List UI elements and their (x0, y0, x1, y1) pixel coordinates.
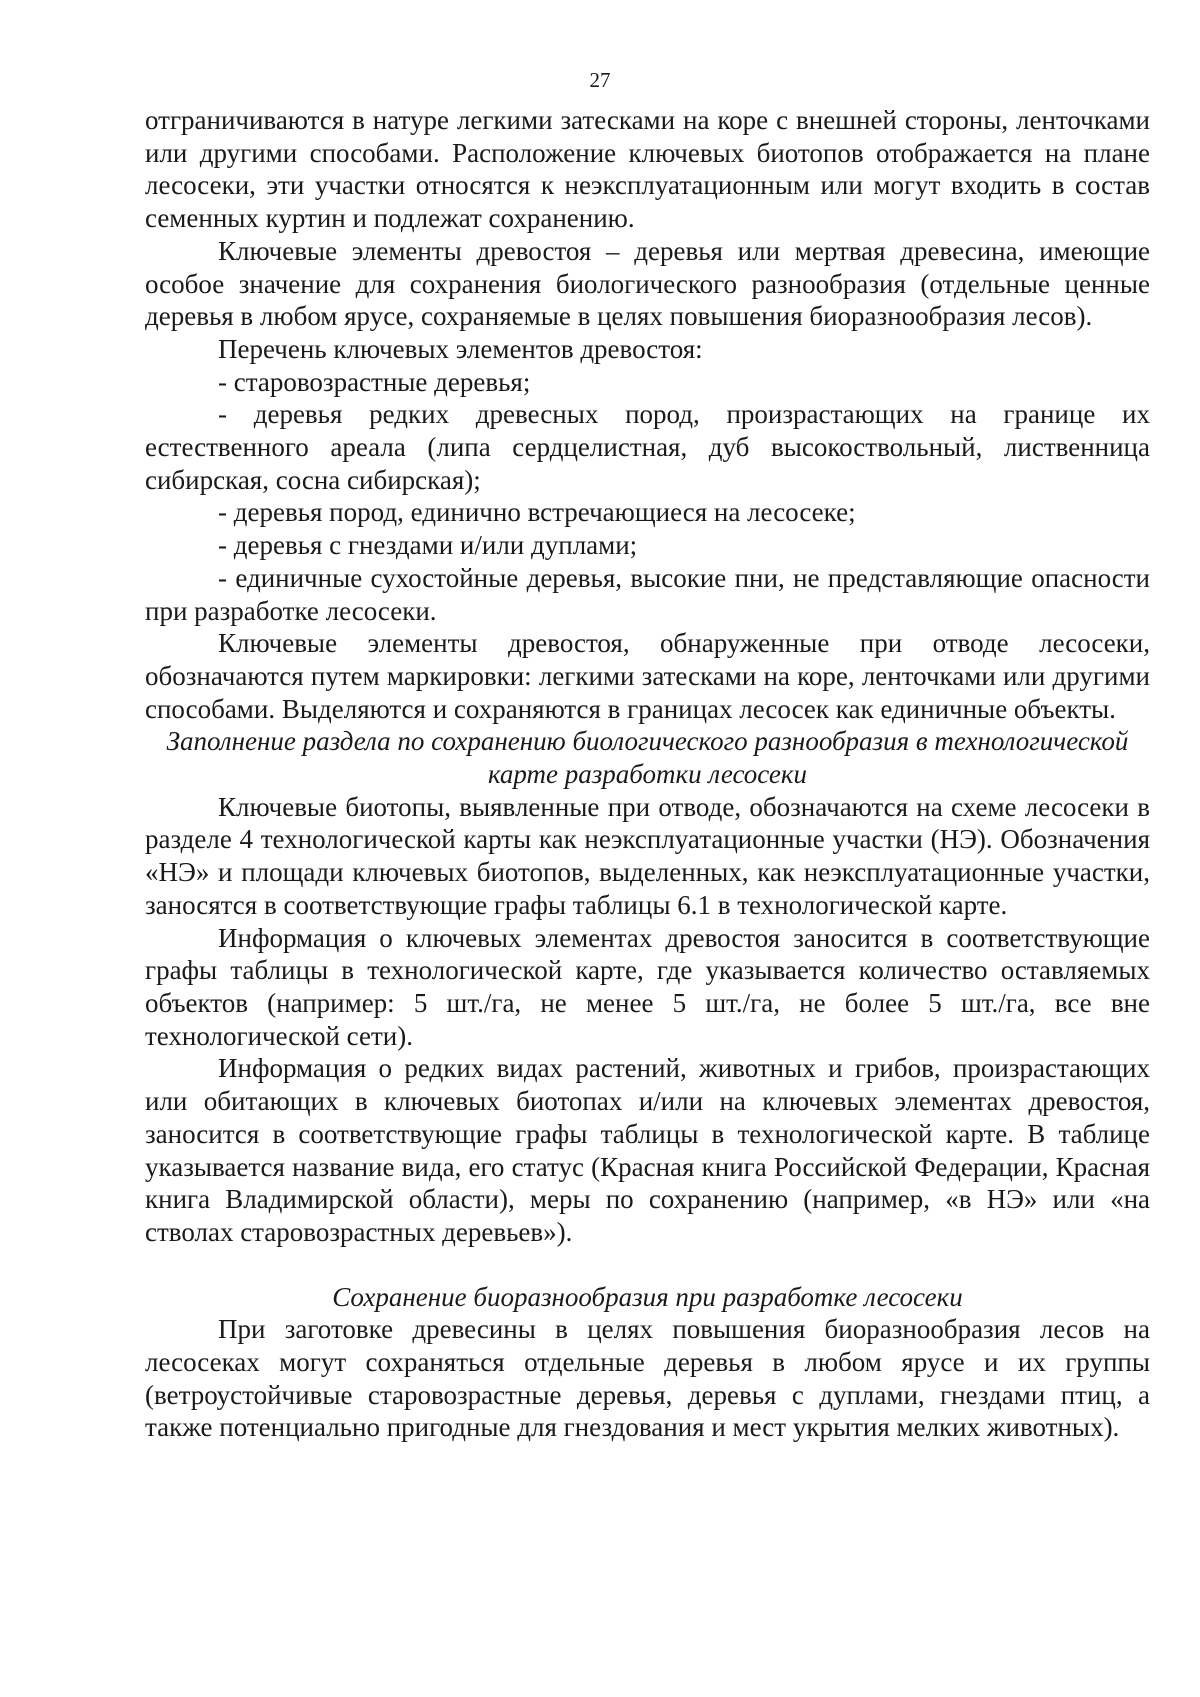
list-item: - деревья пород, единично встречающиеся на лесосеке; (218, 497, 856, 528)
paragraph-rare-species: Информация о редких видах растений, животных и грибов, произрастающих или обитающих в ключевых биотопах и/или на ключевых элементах древостоя, заносится в соответствующие графы таблицы в технологической карте. В таблице указывается название вида, его статус (Красная книга Российской Федерации, Красная книга Владимирской области), меры по сохранению (например, «в НЭ» или «на стволах старовозрастных деревьев»). (145, 1053, 1150, 1247)
section-heading: Сохранение биоразнообразия при разработке лесосеки (332, 1281, 963, 1312)
list-item: - единичные сухостойные деревья, высокие пни, не представляющие опасности при разработке лесосеки. (145, 562, 1150, 626)
paragraph-key-elements-definition: Ключевые элементы древостоя – деревья или мертвая древесина, имеющие особое значение для сохранения биологического разнообразия (отдельные ценные деревья в любом ярусе, сохраняемые в целях повышения биоразнообразия лесов). (145, 235, 1150, 332)
list-intro: Перечень ключевых элементов древостоя: (218, 333, 703, 364)
section-spacer (145, 1249, 1150, 1281)
list-item: - деревья с гнездами и/или дуплами; (218, 530, 638, 561)
page-number: 27 (589, 68, 611, 92)
paragraph-continuation: отграничиваются в натуре легкими затесками на коре с внешней стороны, ленточками или другими способами. Расположение ключевых биотопов отображается на плане лесосеки, эти участки относятся к неэксплуатационным или могут входить в состав семенных куртин и подлежат сохранению. (145, 105, 1150, 234)
page-content (145, 104, 1150, 1444)
section-heading: Заполнение раздела по сохранению биологического разнообразия в технологической карте разработки лесосеки (166, 726, 1129, 790)
paragraph-biodiversity-preservation: При заготовке древесины в целях повышения биоразнообразия лесов на лесосеках могут сохраняться отдельные деревья в любом ярусе и их группы (ветроустойчивые старовозрастные деревья, деревья с дуплами, гнездами птиц, а также потенциально пригодные для гнездования и мест укрытия мелких животных). (145, 1314, 1150, 1443)
list-item: - деревья редких древесных пород, произрастающих на границе их естественного ареала (липа сердцелистная, дуб высокоствольный, лиственница сибирская, сосна сибирская); (145, 399, 1150, 495)
paragraph-marking: Ключевые элементы древостоя, обнаруженные при отводе лесосеки, обозначаются путем маркировки: легкими затесками на коре, ленточками или другими способами. Выделяются и сохраняются в границах лесосек как единичные объекты. (145, 628, 1150, 724)
paragraph-key-elements-info: Информация о ключевых элементах древостоя заносится в соответствующие графы таблицы в технологической карте, где указывается количество оставляемых объектов (например: 5 шт./га, не менее 5 шт./га, не более 5 шт./га, все вне технологической сети). (145, 922, 1150, 1051)
list-item: - старовозрастные деревья; (218, 366, 531, 397)
paragraph-key-biotopes: Ключевые биотопы, выявленные при отводе, обозначаются на схеме лесосеки в разделе 4 технологической карты как неэксплуатационные участки (НЭ). Обозначения «НЭ» и площади ключевых биотопов, выделенных, как неэксплуатационные участки, заносятся в соответствующие графы таблицы 6.1 в технологической карте. (145, 791, 1150, 920)
